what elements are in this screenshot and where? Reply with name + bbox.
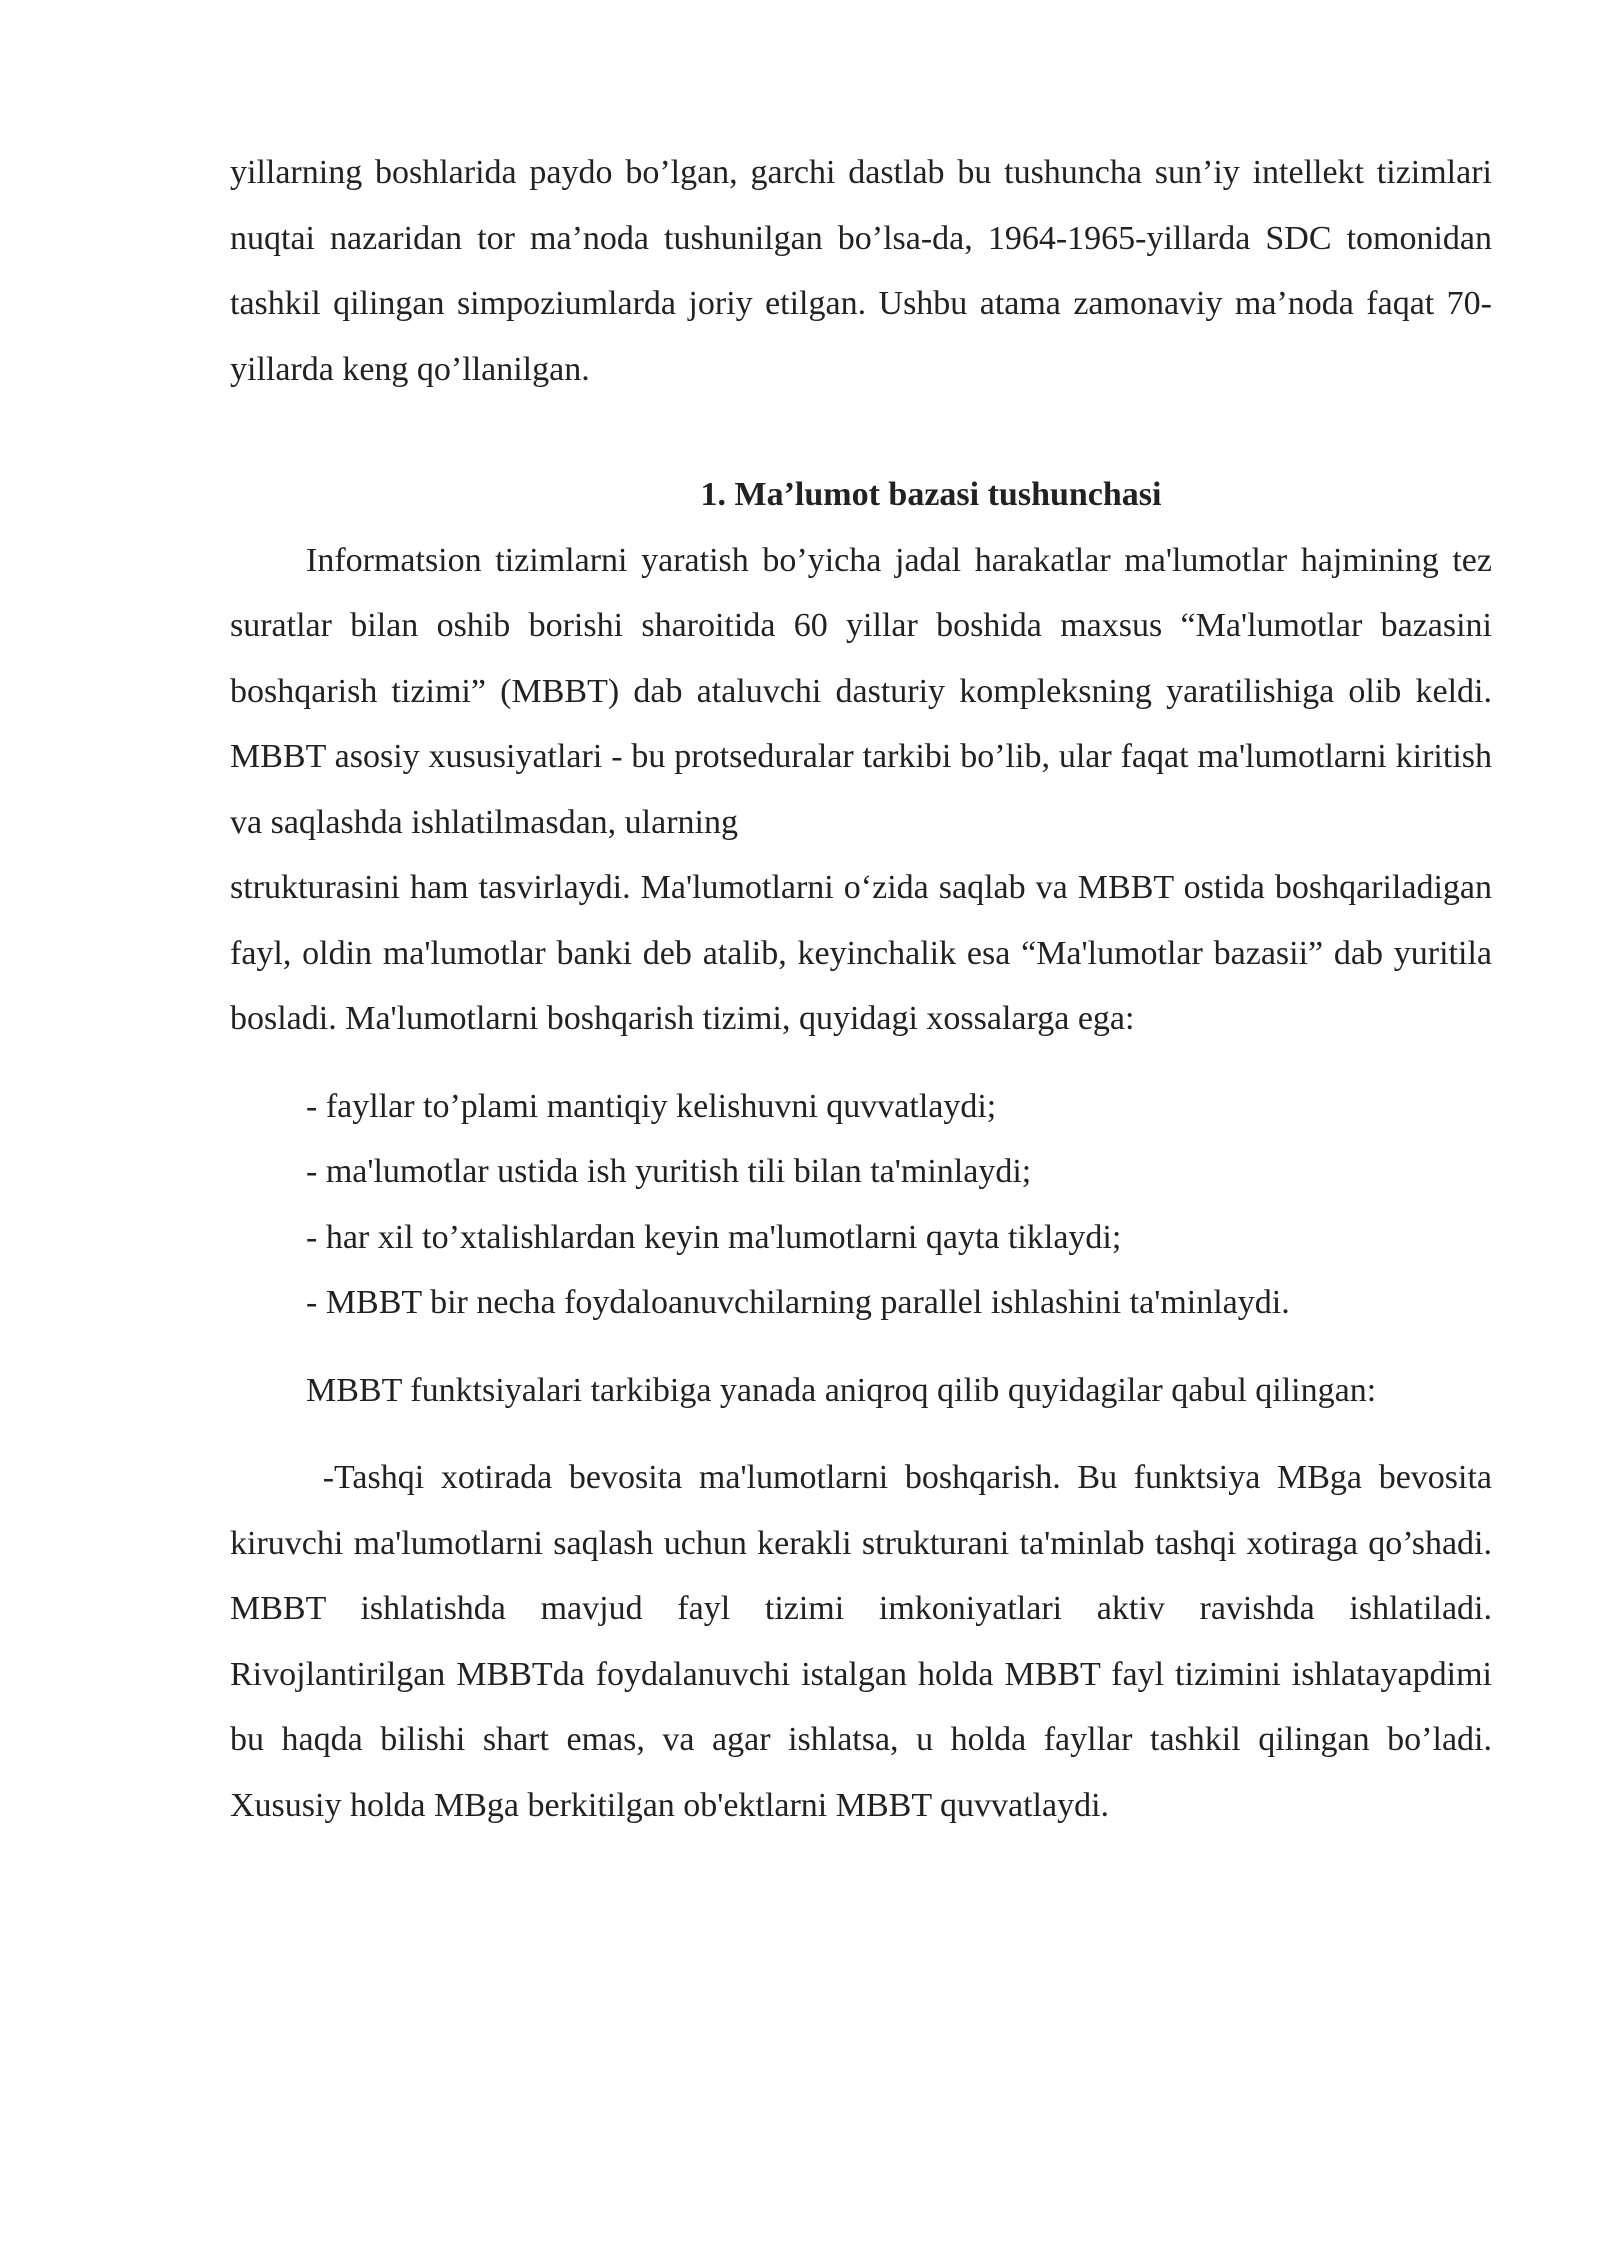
spacer <box>230 1336 1492 1358</box>
paragraph-functions-intro: MBBT funktsiyalari tarkibiga yanada aniqroq qilib quyidagilar qabul qilingan: <box>306 1371 1377 1409</box>
list-item: - ma'lumotlar ustida ish yuritish tili bilan ta'minlaydi; <box>306 1153 1032 1190</box>
list-item: - fayllar to’plami mantiqiy kelishuvni quvvatlaydi; <box>306 1087 997 1125</box>
list-item: - har xil to’xtalishlardan keyin ma'lumotlarni qayta tiklaydi; <box>306 1218 1122 1256</box>
list-item: - MBBT bir necha foydaloanuvchilarning parallel ishlashini ta'minlaydi. <box>306 1284 1290 1321</box>
document-page <box>230 140 1501 1838</box>
paragraph-external-memory: -Tashqi xotirada bevosita ma'lumotlarni boshqarish. Bu funktsiya MBga bevosita kiruvchi ma'lumotlarni saqlash uchun kerakli strukturani ta'minlab tashqi xotiraga qo’shadi. MBBT ishlatishda mavjud fayl tizimi imkoniyatlari aktiv ravishda ishlatiladi. Rivojlantirilgan MBBTda foydalanuvchi istalgan holda MBBT fayl tizimini ishlatayapdimi bu haqda bilishi shart emas, va agar ishlatsa, u holda fayllar tashkil qilingan bo’ladi. Xususiy holda MBga berkitilgan ob'ektlarni MBBT quvvatlaydi. <box>230 1459 1501 1824</box>
spacer <box>230 402 1492 462</box>
paragraph-mbbt-origin: Informatsion tizimlarni yaratish bo’yicha jadal harakatlar ma'lumotlar hajmining tez suratlar bilan oshib borishi sharoitida 60 yillar boshida maxsus “Ma'lumotlar bazasini boshqarish tizimi” (MBBT) dab ataluvchi dasturiy kompleksning yaratilishiga olib keldi. MBBT asosiy xususiyatlari - bu protseduralar tarkibi bo’lib, ular faqat ma'lumotlarni kiritish va saqlashda ishlatilmasdan, ularning <box>230 541 1492 841</box>
section-heading: 1. Ma’lumot bazasi tushunchasi <box>700 476 1162 513</box>
properties-list <box>230 1074 1492 1336</box>
spacer <box>230 1052 1492 1074</box>
spacer <box>230 1423 1492 1445</box>
paragraph-mbbt-structure: strukturasini ham tasvirlaydi. Ma'lumotlarni o‘zida saqlab va MBBT ostida boshqariladigan fayl, oldin ma'lumotlar banki deb atalib, keyinchalik esa “Ma'lumotlar bazasii” dab yuritila bosladi. Ma'lumotlarni boshqarish tizimi, quyidagi xossalarga ega: <box>230 869 1492 1037</box>
intro-paragraph: yillarning boshlarida paydo bo’lgan, garchi dastlab bu tushuncha sun’iy intellekt tizimlari nuqtai nazaridan tor ma’noda tushunilgan bo’lsa-da, 1964-1965-yillarda SDC tomonidan tashkil qilingan simpoziumlarda joriy etilgan. Ushbu atama zamonaviy ma’noda faqat 70-yillarda keng qo’llanilgan. <box>230 154 1492 388</box>
